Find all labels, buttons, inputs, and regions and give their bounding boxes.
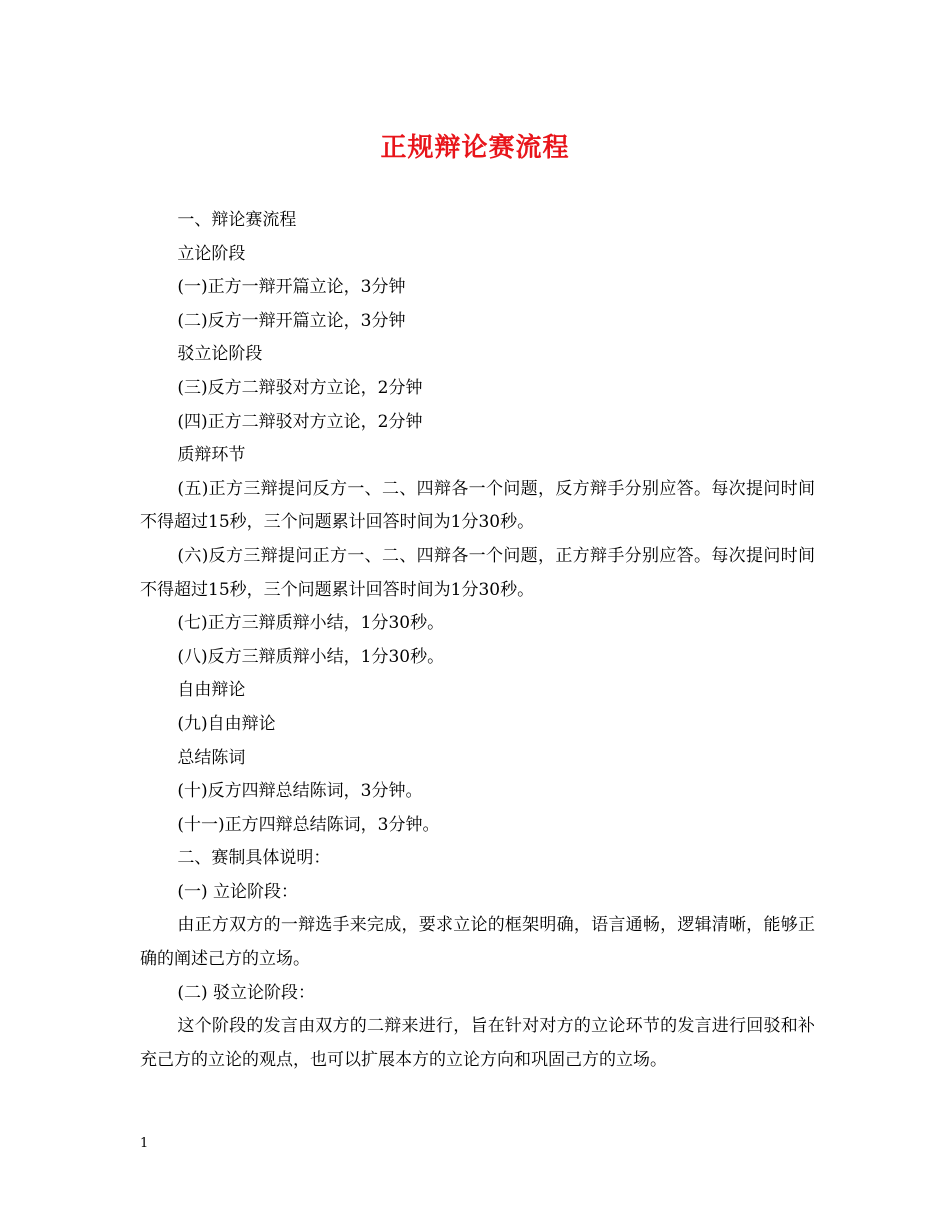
stage-heading-closing: 总结陈词 [177, 747, 246, 768]
stage-heading-cross-exam: 质辩环节 [177, 445, 246, 466]
rule-heading: (一) 立论阶段： [177, 881, 299, 902]
stage-heading-rebuttal: 驳立论阶段 [177, 344, 263, 365]
step-item: (二)反方一辩开篇立论，3分钟 [177, 310, 406, 331]
step-item: (六)反方三辩提问正方一、二、四辩各一个问题，正方辩手分别应答。每次提问时间不得超过15秒，三个问题累计回答时间为1分30秒。 [140, 545, 815, 600]
step-item: (十)反方四辩总结陈词，3分钟。 [177, 781, 423, 802]
page-number: 1 [140, 1136, 149, 1151]
step-item: (九)自由辩论 [177, 713, 276, 734]
section-heading-rules: 二、赛制具体说明： [177, 848, 331, 869]
section-heading-process: 一、辩论赛流程 [177, 210, 297, 230]
document-body [140, 204, 815, 1077]
step-item: (八)反方三辩质辩小结，1分30秒。 [177, 646, 445, 667]
rule-heading: (二) 驳立论阶段： [177, 982, 316, 1003]
step-item: (一)正方一辩开篇立论，3分钟 [177, 277, 406, 298]
stage-heading-free-debate: 自由辩论 [177, 680, 246, 701]
step-item: (五)正方三辩提问反方一、二、四辩各一个问题，反方辩手分别应答。每次提问时间不得超过15秒，三个问题累计回答时间为1分30秒。 [140, 478, 815, 533]
rule-description: 由正方双方的一辩选手来完成，要求立论的框架明确，语言通畅，逻辑清晰，能够正确的阐述己方的立场。 [140, 915, 815, 970]
step-item: (七)正方三辩质辩小结，1分30秒。 [177, 613, 445, 634]
stage-heading-opening: 立论阶段 [177, 243, 246, 264]
document-title: 正规辩论赛流程 [380, 133, 570, 163]
step-item: (三)反方二辩驳对方立论，2分钟 [177, 377, 423, 398]
step-item: (四)正方二辩驳对方立论，2分钟 [177, 411, 423, 432]
rule-description: 这个阶段的发言由双方的二辩来进行，旨在针对对方的立论环节的发言进行回驳和补充己方的立论的观点，也可以扩展本方的立论方向和巩固己方的立场。 [140, 1016, 815, 1070]
step-item: (十一)正方四辩总结陈词，3分钟。 [177, 814, 440, 835]
